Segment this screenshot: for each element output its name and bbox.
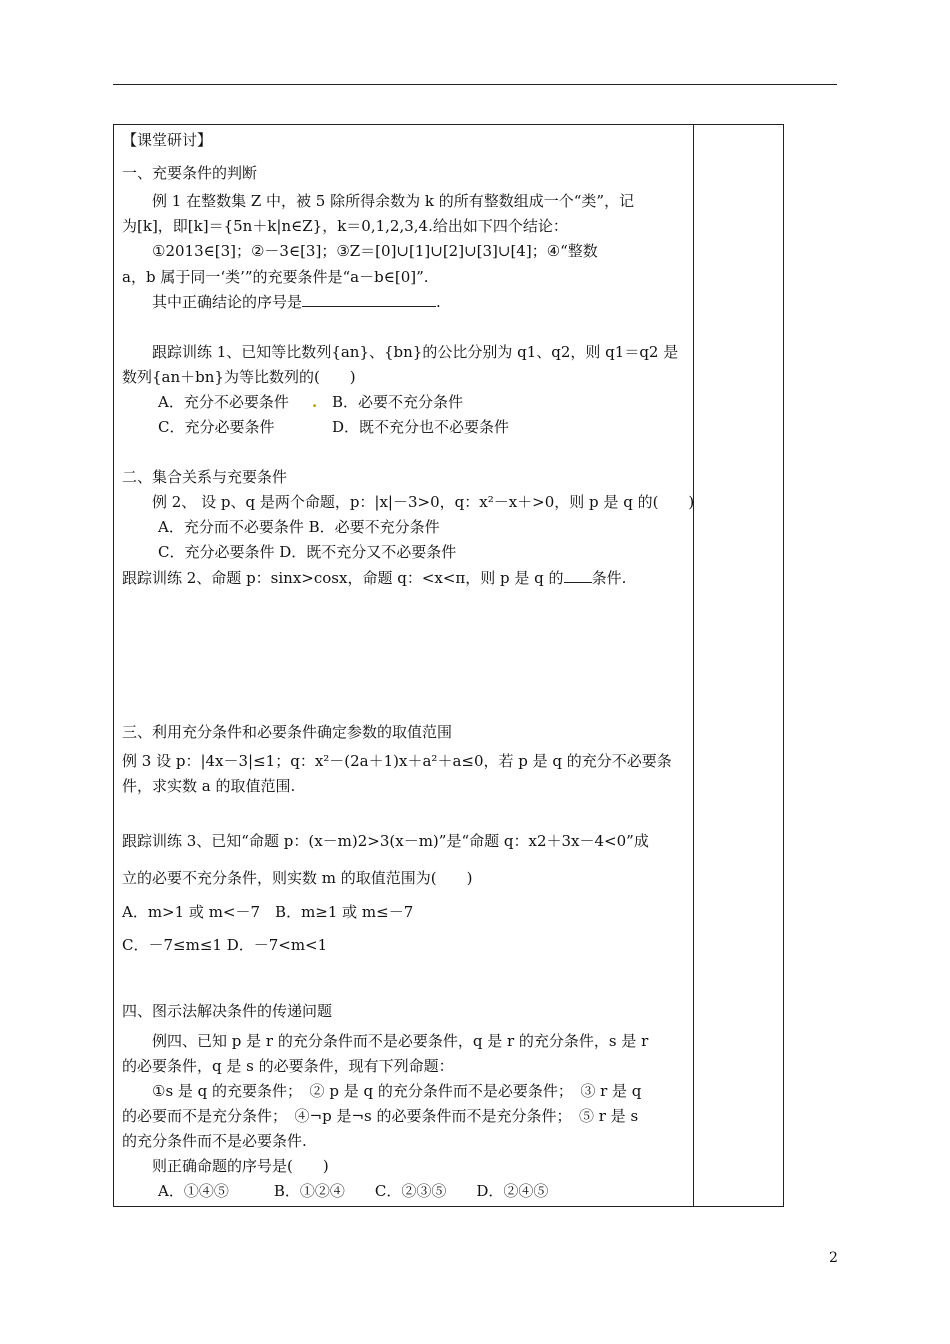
answer-blank (302, 292, 436, 307)
header-rule (113, 84, 837, 85)
section-3-title: 三、利用充分条件和必要条件确定参数的取值范围 (122, 723, 453, 741)
example-1-line-4: a，b 属于同一‘类’”的充要条件是“a－b∈[0]”. (122, 268, 429, 286)
example-3-line-1: 例 3 设 p：|4x－3|≤1；q：x²－(2a＋1)x＋a²＋a≤0，若 p 是 q 的充分不必要条 (122, 752, 672, 770)
example-4-question: 则正确命题的序号是( ) (152, 1157, 329, 1175)
example-2-line-1: 例 2、 设 p、q 是两个命题，p：|x|－3>0，q：x²－x＋>0，则 p 是 q 的( ) (152, 493, 695, 511)
example-1-line-3: ①2013∈[3]；②－3∈[3]；③Z＝[0]∪[1]∪[2]∪[3]∪[4]；④“整数 (152, 242, 598, 260)
section-1-title: 一、充要条件的判断 (122, 164, 258, 182)
example-1-line-1: 例 1 在整数集 Z 中，被 5 除所得余数为 k 的所有整数组成一个“类”，记 (152, 192, 635, 210)
practice-1-option-d: D．既不充分也不必要条件 (332, 418, 510, 436)
practice-1-line-2: 数列{an＋bn}为等比数列的( ) (122, 368, 356, 386)
example-1-answer-line (152, 292, 441, 312)
practice-2-suffix: 条件. (591, 569, 627, 587)
example-4-options: A．①④⑤ B．①②④ C．②③⑤ D．②④⑤ (158, 1182, 549, 1200)
example-4-line-1: 例四、已知 p 是 r 的充分条件而不是必要条件，q 是 r 的充分条件，s 是 r (152, 1032, 649, 1050)
example-1-line-2: 为[k]，即[k]＝{5n＋k|n∈Z}，k＝0,1,2,3,4.给出如下四个结论： (122, 217, 568, 235)
example-4-line-2: 的必要条件，q 是 s 的必要条件，现有下列命题： (122, 1057, 454, 1075)
practice-2-blank (564, 568, 592, 583)
example-3-line-2: 件，求实数 a 的取值范围. (122, 777, 296, 795)
example-4-line-4: 的必要而不是充分条件； ④¬p 是¬s 的必要条件而不是充分条件； ⑤ r 是 s (122, 1107, 639, 1125)
practice-2-text: 跟踪训练 2、命题 p：sinx>cosx，命题 q：<x<π，则 p 是 q 的 (122, 569, 564, 587)
answer-prompt: 其中正确结论的序号是 (152, 293, 303, 311)
answer-period: . (436, 293, 441, 311)
practice-3-options-cd: C．－7≤m≤1 D．－7<m<1 (122, 936, 328, 954)
practice-3-line-1: 跟踪训练 3、已知“命题 p：(x－m)2>3(x－m)”是“命题 q：x2＋3x－4<0”成 (122, 832, 649, 850)
practice-1-option-c: C．充分必要条件 (158, 418, 275, 436)
practice-1-option-a: A．充分不必要条件 (158, 393, 289, 411)
section-header: 【课堂研讨】 (122, 131, 213, 149)
practice-3-options-ab: A．m>1 或 m<－7 B．m≥1 或 m≤－7 (122, 903, 414, 921)
example-4-line-3: ①s 是 q 的充要条件； ② p 是 q 的充分条件而不是必要条件； ③ r 是 q (152, 1082, 642, 1100)
page-number: 2 (829, 1250, 838, 1266)
section-4-title: 四、图示法解决条件的传递问题 (122, 1002, 333, 1020)
example-2-options-ab: A．充分而不必要条件 B．必要不充分条件 (158, 518, 440, 536)
practice-1-line-1: 跟踪训练 1、已知等比数列{an}、{bn}的公比分别为 q1、q2，则 q1＝q2 是 (152, 343, 679, 361)
practice-2-line (122, 568, 626, 588)
stray-dot: . (312, 393, 318, 411)
example-2-options-cd: C．充分必要条件 D．既不充分又不必要条件 (158, 543, 457, 561)
practice-3-line-2: 立的必要不充分条件，则实数 m 的取值范围为( ) (122, 869, 473, 887)
example-4-line-5: 的充分条件而不是必要条件. (122, 1132, 307, 1150)
practice-1-option-b: B．必要不充分条件 (332, 393, 464, 411)
notes-column-divider (693, 124, 694, 1207)
section-2-title: 二、集合关系与充要条件 (122, 468, 288, 486)
